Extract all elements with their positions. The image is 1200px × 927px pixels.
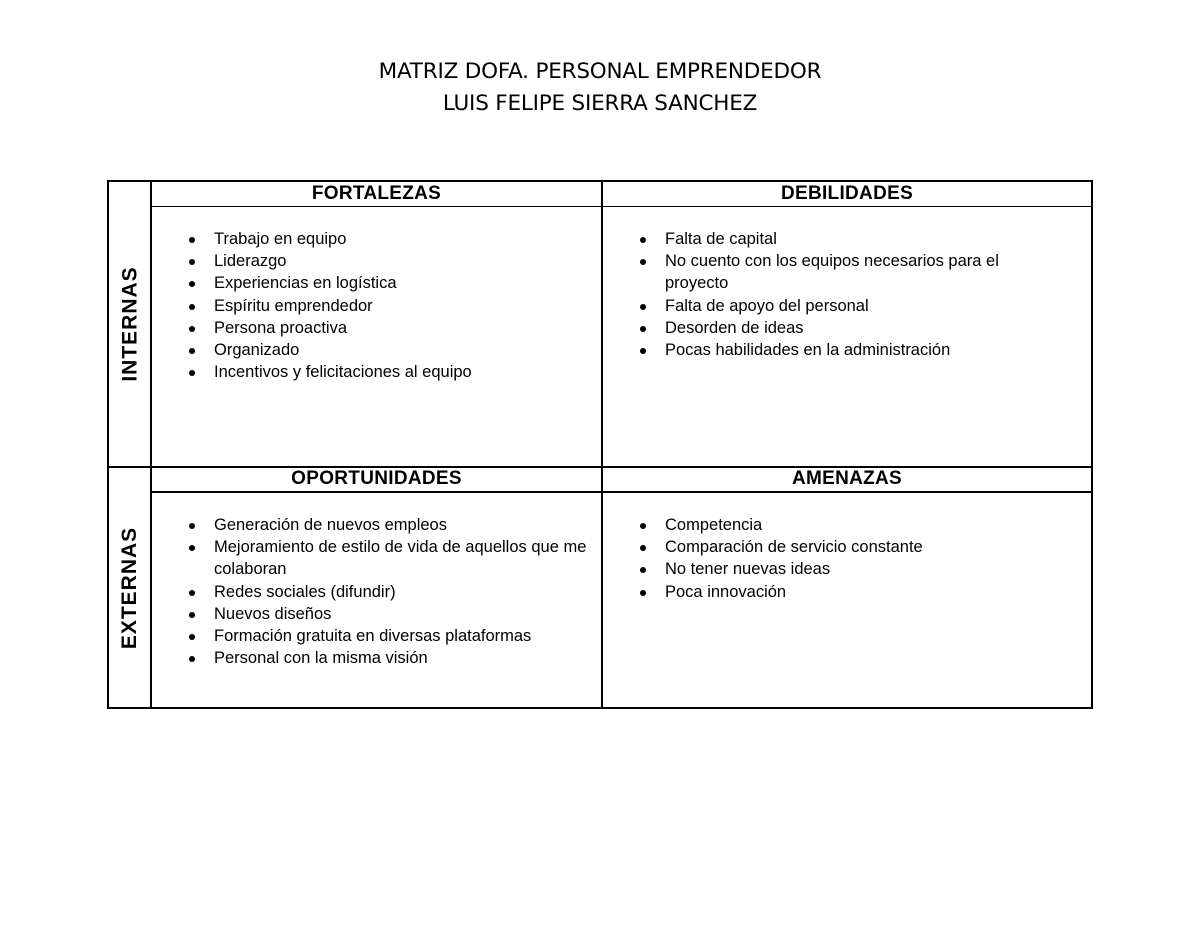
list-item: Organizado [152, 339, 601, 361]
list-item: Incentivos y felicitaciones al equipo [152, 361, 601, 383]
bottom-header-underline [152, 491, 1091, 493]
oportunidades-header: OPORTUNIDADES [291, 468, 462, 489]
list-item: No cuento con los equipos necesarios para el proyecto [603, 250, 1053, 294]
list-item: Competencia [603, 514, 1053, 536]
amenazas-header: AMENAZAS [791, 468, 903, 489]
list-item: Generación de nuevos empleos [152, 514, 601, 536]
oportunidades-list [152, 514, 601, 669]
list-item: Formación gratuita en diversas plataformas [152, 625, 601, 647]
list-item: No tener nuevas ideas [603, 558, 1053, 580]
list-item: Pocas habilidades en la administración [603, 339, 1053, 361]
title-line-1: MATRIZ DOFA. PERSONAL EMPRENDEDOR [378, 59, 822, 84]
title-line-2: LUIS FELIPE SIERRA SANCHEZ [442, 91, 758, 116]
row-label-internas [109, 182, 152, 466]
row-label-externas [109, 468, 152, 707]
list-item: Espíritu emprendedor [152, 295, 601, 317]
fortalezas-cell [152, 228, 601, 383]
dofa-matrix [107, 180, 1093, 709]
list-item: Liderazgo [152, 250, 601, 272]
fortalezas-list [152, 228, 601, 383]
list-item: Poca innovación [603, 581, 1053, 603]
list-item: Trabajo en equipo [152, 228, 601, 250]
amenazas-list [603, 514, 1053, 603]
list-item: Persona proactiva [152, 317, 601, 339]
debilidades-list [603, 228, 1053, 361]
internas-label: INTERNAS [118, 266, 142, 382]
list-item: Personal con la misma visión [152, 647, 601, 669]
list-item: Mejoramiento de estilo de vida de aquellos que me colaboran [152, 536, 601, 580]
fortalezas-header: FORTALEZAS [311, 183, 442, 204]
list-item: Comparación de servicio constante [603, 536, 1053, 558]
list-item: Falta de apoyo del personal [603, 295, 1053, 317]
list-item: Redes sociales (difundir) [152, 581, 601, 603]
list-item: Desorden de ideas [603, 317, 1053, 339]
top-header-underline [152, 206, 1091, 207]
amenazas-cell [603, 514, 1053, 603]
debilidades-cell [603, 228, 1053, 361]
list-item: Falta de capital [603, 228, 1053, 250]
debilidades-header: DEBILIDADES [780, 183, 914, 204]
oportunidades-cell [152, 514, 601, 669]
list-item: Nuevos diseños [152, 603, 601, 625]
externas-label: EXTERNAS [118, 526, 142, 649]
list-item: Experiencias en logística [152, 272, 601, 294]
document-title [0, 56, 1200, 120]
